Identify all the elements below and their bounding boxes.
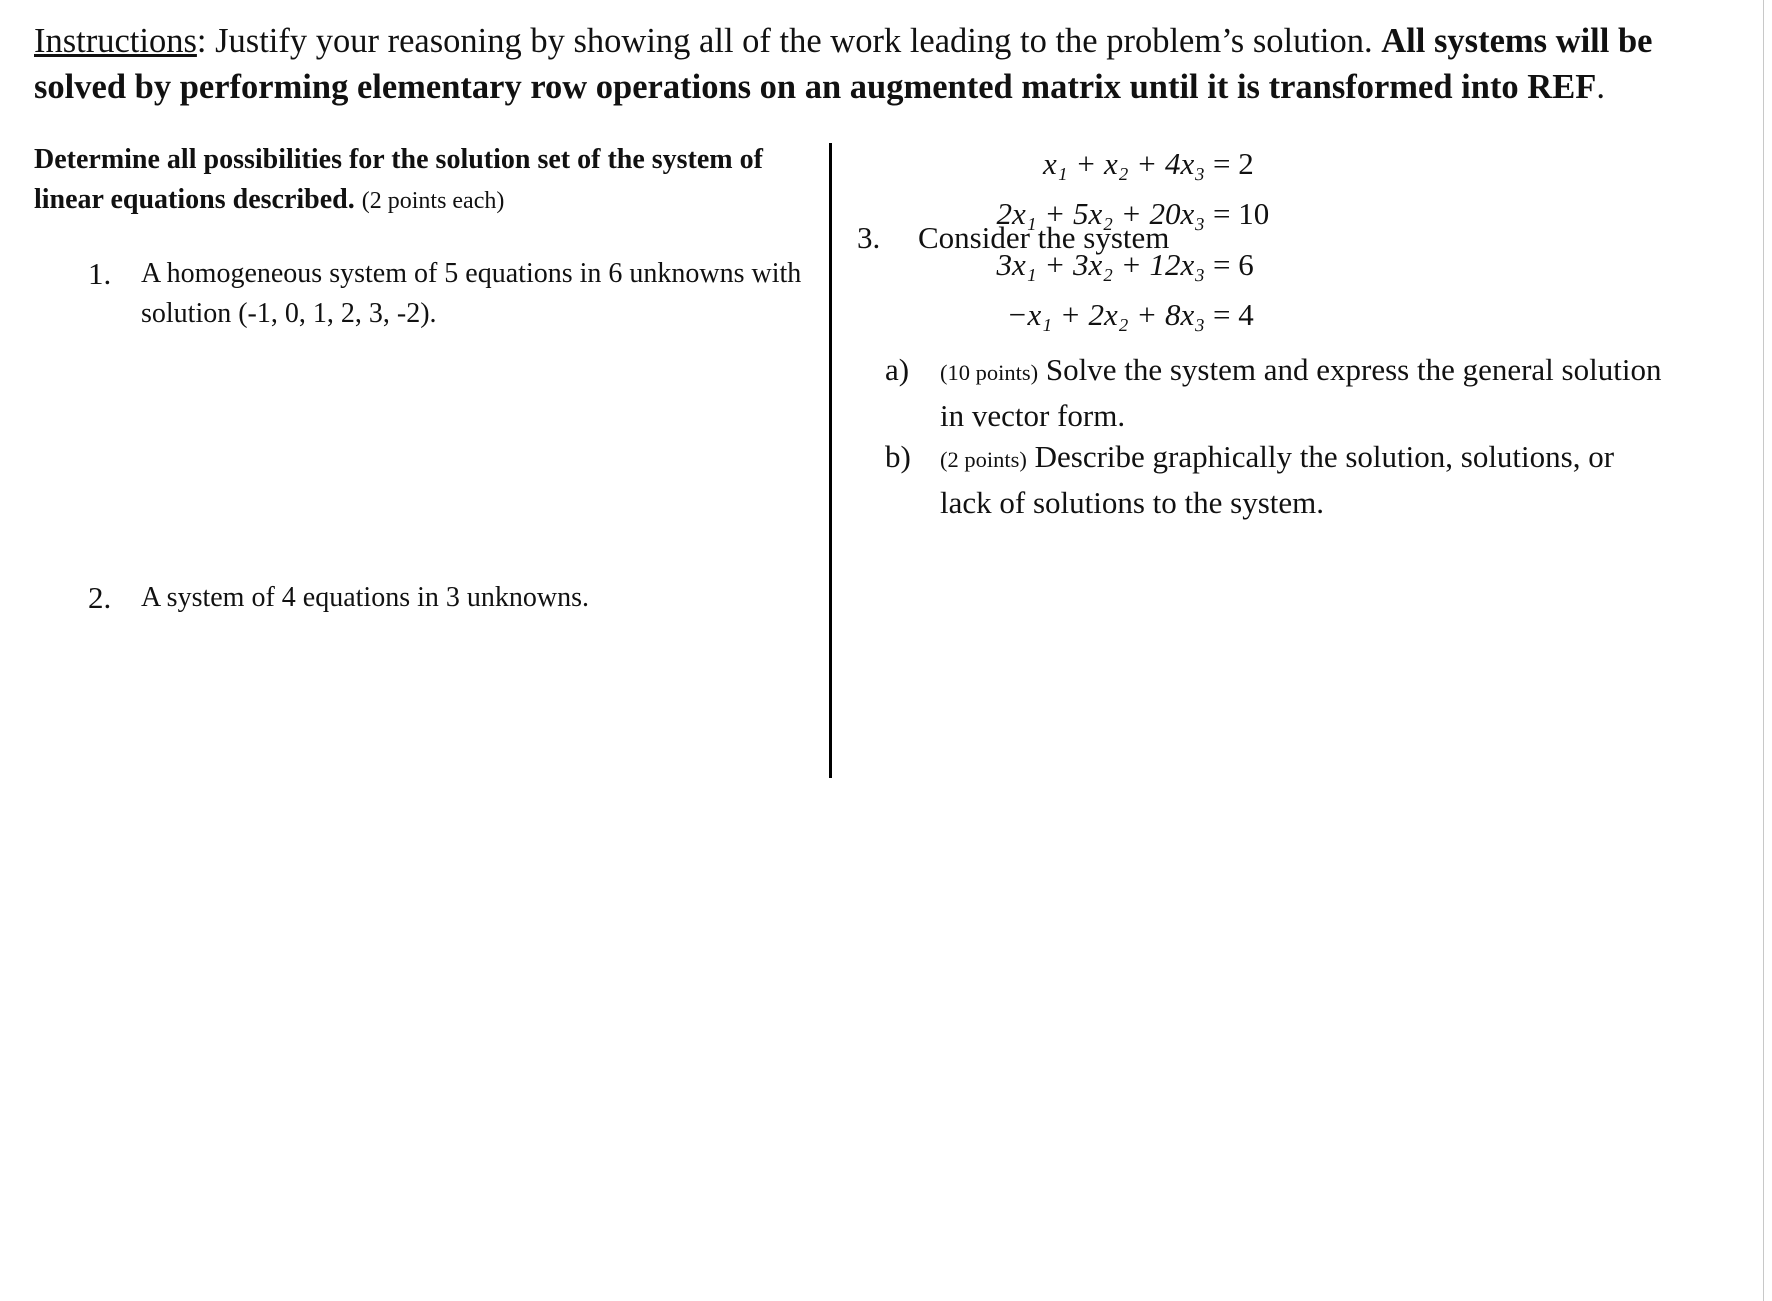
instructions-end: .: [1596, 68, 1605, 106]
equation-3-lhs: 3x₁ + 3x₂ + 12x₃: [996, 247, 1205, 282]
question-2-number: 2.: [88, 580, 112, 615]
part-b-label: b): [885, 439, 911, 474]
equation-3-rhs: = 6: [1213, 247, 1254, 282]
part-a-points: (10 points): [940, 360, 1039, 385]
part-b-body: [940, 435, 1670, 524]
part-b-text: Describe graphically the solution, solutions, or lack of solutions to the system.: [940, 439, 1615, 520]
question-3-number: 3.: [857, 220, 881, 255]
section-heading-text: Determine all possibilities for the solution set of the system of linear equations described.: [34, 144, 763, 215]
instructions-text: : Justify your reasoning by showing all of the work leading to the problem’s solution.: [196, 22, 1382, 60]
instructions-bold: All systems will be solved by performing elementary row operations on an augmented matrix until it is transformed into REF: [34, 22, 1653, 106]
column-divider: [829, 143, 832, 778]
instructions-lead: Instructions: [34, 22, 197, 60]
question-3-label: Consider the system: [918, 220, 1170, 255]
question-2-text: A system of 4 equations in 3 unknowns.: [141, 582, 589, 613]
instructions: [34, 18, 1734, 110]
section-heading: [34, 140, 824, 221]
part-b-points: (2 points): [940, 447, 1027, 472]
part-a-text: Solve the system and express the general solution in vector form.: [940, 352, 1662, 433]
part-a-label: a): [885, 352, 910, 387]
question-1-number: 1.: [88, 256, 112, 291]
section-points: (2 points each): [361, 188, 505, 214]
equation-4-lhs: −x₁ + 2x₂ + 8x₃: [1006, 297, 1205, 332]
equation-1-lhs: x₁ + x₂ + 4x₃: [1043, 146, 1205, 181]
equation-2-lhs: 2x₁ + 5x₂ + 20x₃: [996, 196, 1205, 231]
equation-1-rhs: = 2: [1213, 146, 1254, 181]
equation-2-rhs: = 10: [1213, 196, 1270, 231]
page-edge-divider: [1763, 0, 1764, 1301]
part-a-body: [940, 348, 1670, 437]
equation-4-rhs: = 4: [1213, 297, 1254, 332]
question-1-text: A homogeneous system of 5 equations in 6 unknowns with solution (-1, 0, 1, 2, 3, -2).: [141, 258, 802, 329]
